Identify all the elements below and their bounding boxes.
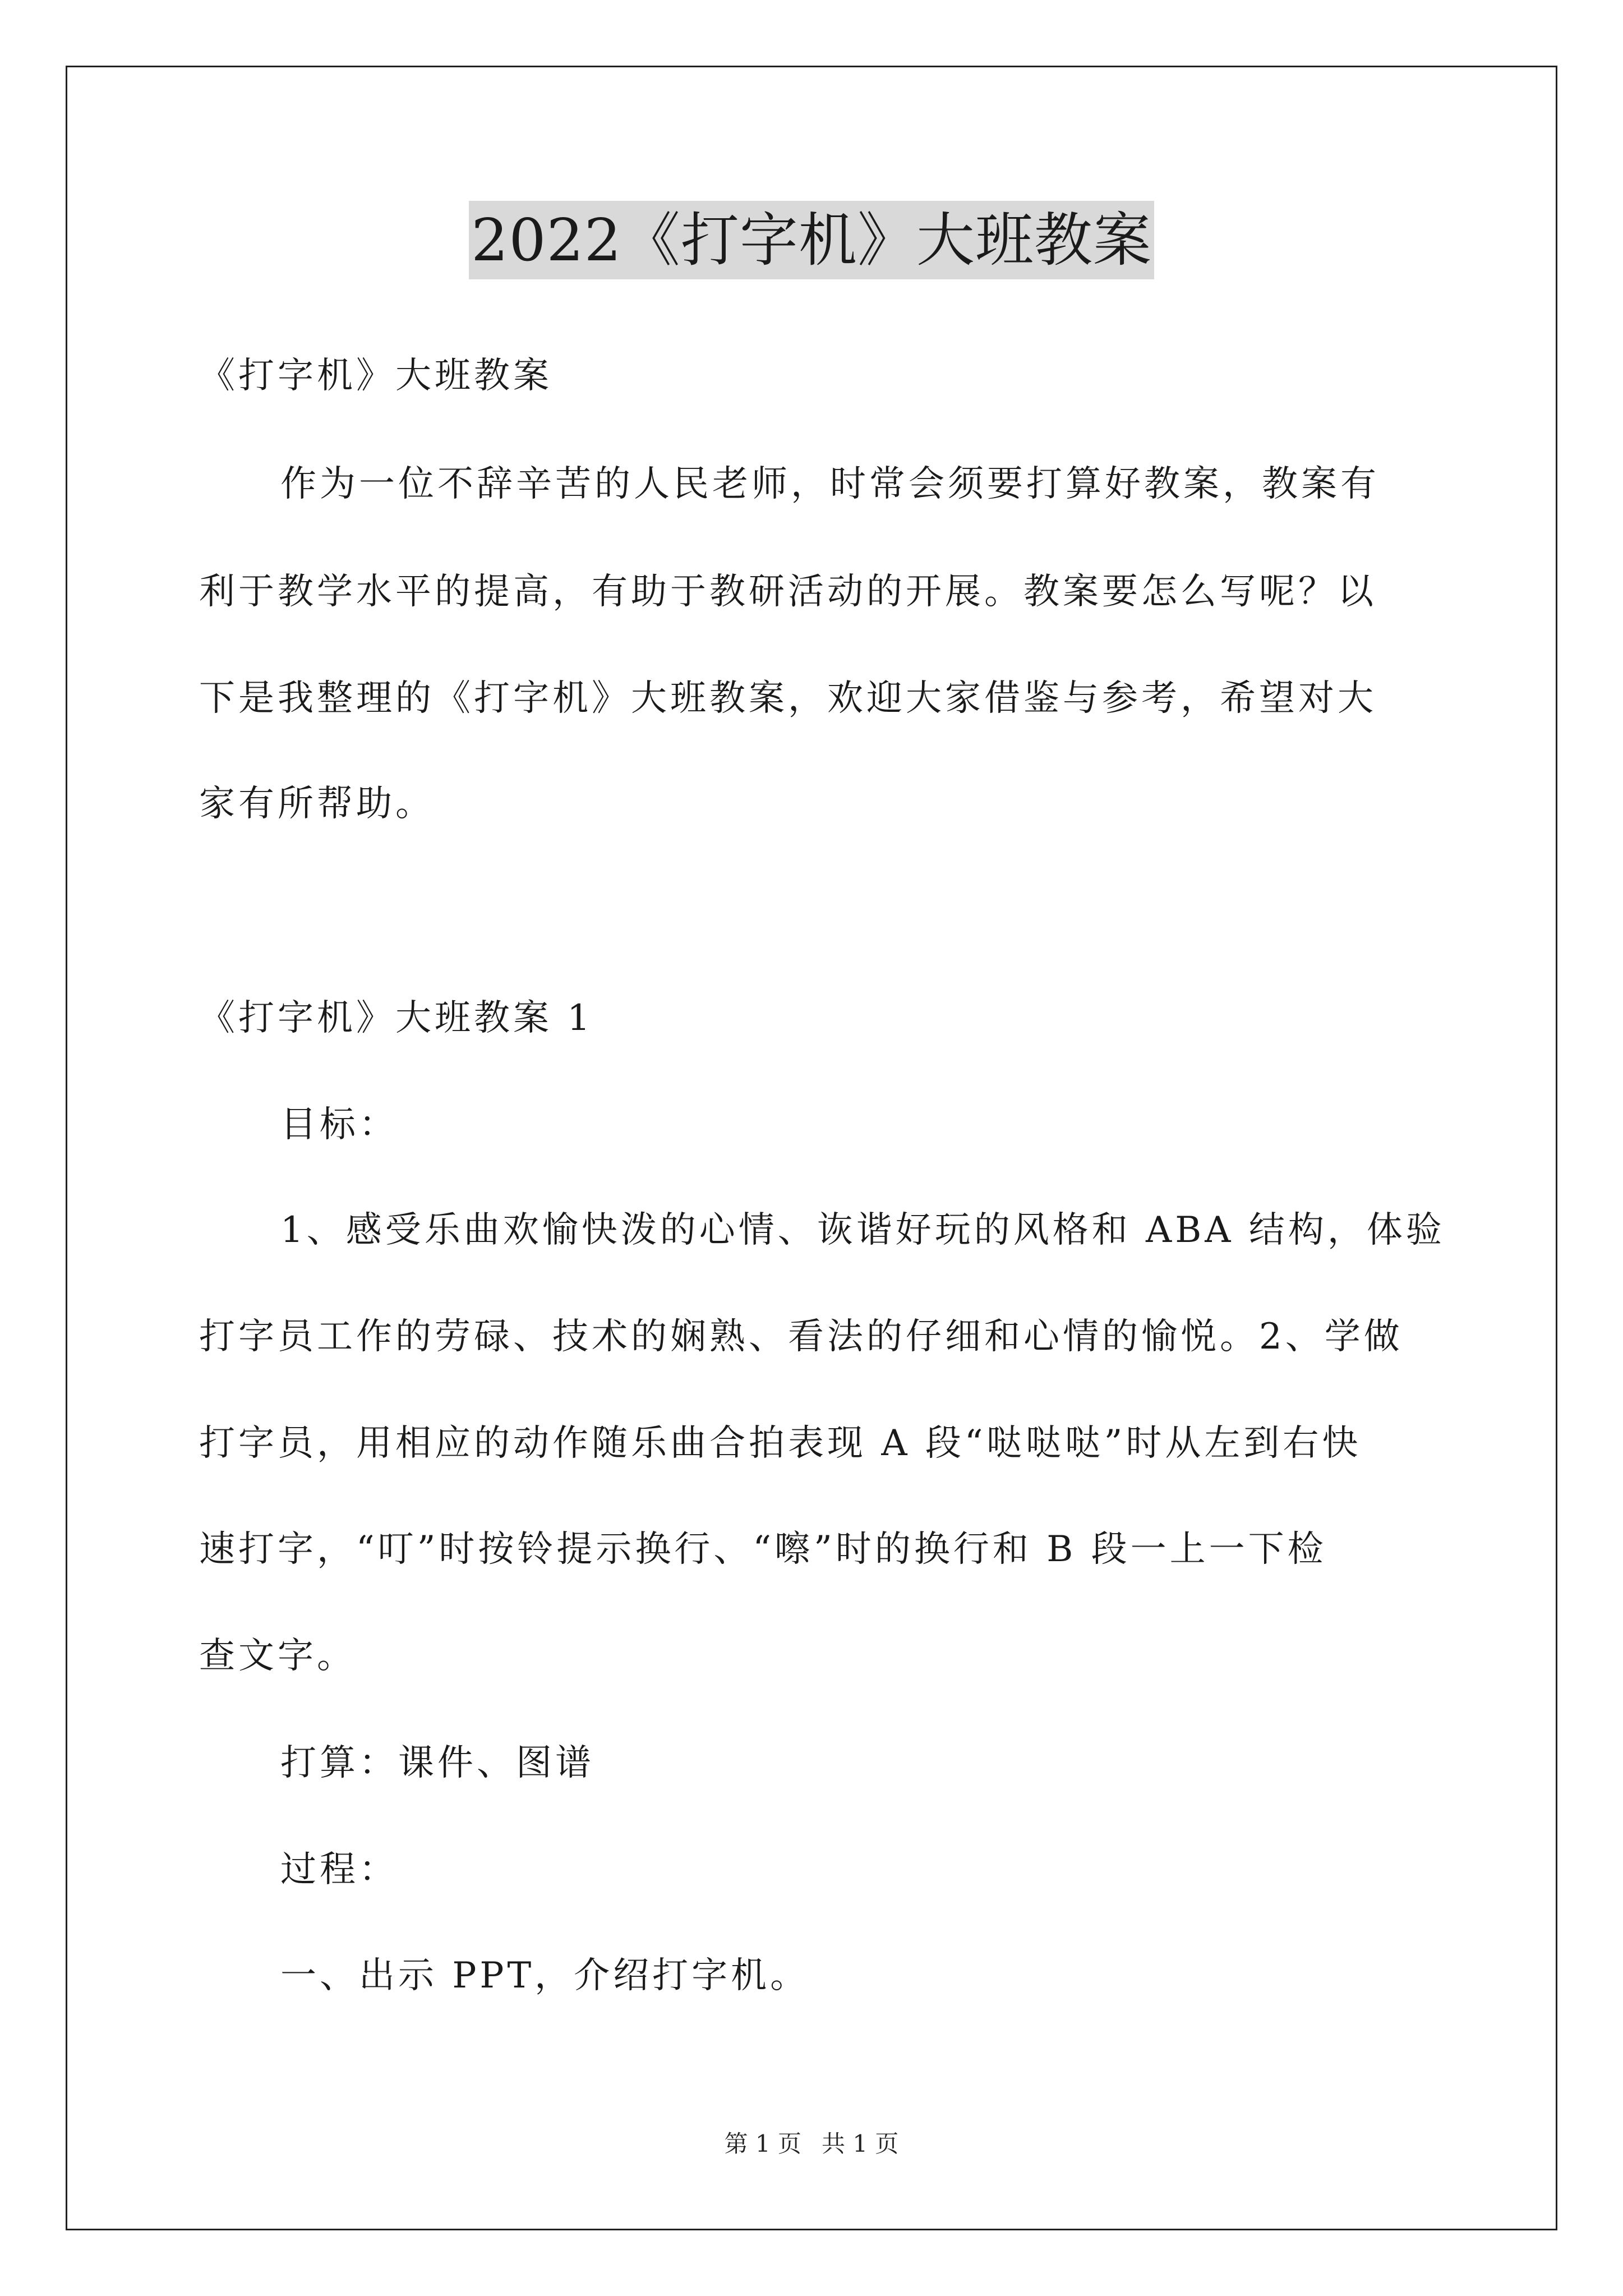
intro-line: 作为一位不辞辛苦的人民老师，时常会须要打算好教案，教案有 xyxy=(280,463,1380,505)
process-label: 过程： xyxy=(280,1849,398,1890)
section-heading: 《打字机》大班教案 1 xyxy=(199,997,594,1039)
title-block xyxy=(0,201,1623,279)
page-footer xyxy=(0,2127,1623,2161)
page-number-current: 第 1 页 xyxy=(724,2130,801,2157)
goal-line: 查文字。 xyxy=(199,1635,356,1677)
intro-line: 下是我整理的《打字机》大班教案，欢迎大家借鉴与参考，希望对大 xyxy=(199,678,1377,719)
step-one: 一、出示 PPT，介绍打字机。 xyxy=(280,1955,810,1996)
page-number-total: 共 1 页 xyxy=(822,2130,899,2157)
goal-line: 打字员，用相应的动作随乐曲合拍表现 A 段“哒哒哒”时从左到右快 xyxy=(199,1423,1362,1464)
intro-line: 利于教学水平的提高，有助于教研活动的开展。教案要怎么写呢？以 xyxy=(199,571,1377,613)
goal-line: 打字员工作的劳碌、技术的娴熟、看法的仔细和心情的愉悦。2、学做 xyxy=(199,1316,1403,1358)
prep-line: 打算：课件、图谱 xyxy=(280,1742,594,1784)
document-title: 2022《打字机》大班教案 xyxy=(469,201,1154,279)
goal-label: 目标： xyxy=(280,1104,398,1145)
intro-line: 家有所帮助。 xyxy=(199,783,435,825)
subtitle: 《打字机》大班教案 xyxy=(199,355,552,397)
goal-line: 1、感受乐曲欢愉快泼的心情、诙谐好玩的风格和 ABA 结构，体验 xyxy=(280,1209,1445,1251)
goal-line: 速打字，“叮”时按铃提示换行、“嚓”时的换行和 B 段一上一下检 xyxy=(199,1529,1327,1570)
